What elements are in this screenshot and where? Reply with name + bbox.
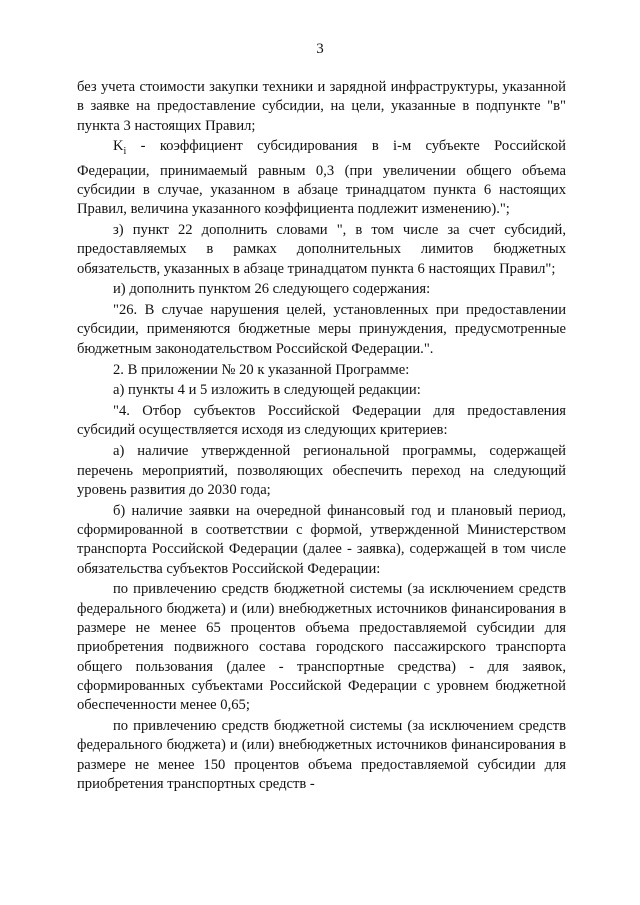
paragraph-2-text: - коэффициент субсидирования в i-м субъекте Российской Федерации, принимаемый равным 0,3 (при увеличении общего объема субсидии в случае, указанном в абзаце тринадцатом пункта 6 настоящих Правил, величина указанного коэффициента подлежит изменению)."; [77,138,566,218]
paragraph-8: "4. Отбор субъектов Российской Федерации для предоставления субсидий осуществляется исходя из следующих критериев: [77,403,566,439]
coefficient-subscript: i [123,146,127,158]
paragraph-4: и) дополнить пунктом 26 следующего содержания: [113,281,431,298]
paragraph-2-coefficient [77,137,566,219]
paragraph-11: по привлечению средств бюджетной системы (за исключением средств федерального бюджета) и (или) внебюджетных источников финансирования в размере не менее 65 процентов объема предоставляемой субсидии для приобретения подвижного состава городского пассажирского транспорта общего пользования (далее - транспортные средства) - для заявок, сформированных субъектами Российской Федерации с уровнем бюджетной обеспеченности менее 0,65; [77,581,566,714]
document-body [77,78,566,796]
paragraph-6: 2. В приложении № 20 к указанной Программе: [113,361,410,378]
paragraph-1: без учета стоимости закупки техники и зарядной инфраструктуры, указанной в заявке на предоставление субсидии, на цели, указанные в подпункте "в" пункта 3 настоящих Правил; [77,79,566,134]
paragraph-3: з) пункт 22 дополнить словами ", в том числе за счет субсидий, предоставляемых в рамках дополнительных лимитов бюджетных обязательств, указанных в абзаце тринадцатом пункта 6 настоящих Правил"; [77,221,566,277]
paragraph-10: б) наличие заявки на очередной финансовый год и плановый период, сформированной в соответствии с формой, утвержденной Министерством транспорта Российской Федерации (далее - заявка), содержащей в том числе обязательства субъектов Российской Федерации: [77,502,566,577]
page-number: 3 [316,41,324,57]
paragraph-9: а) наличие утвержденной региональной программы, содержащей перечень мероприятий, позволяющих обеспечить переход на следующий уровень развития до 2030 года; [77,443,566,498]
coefficient-symbol: K [113,138,124,155]
paragraph-12: по привлечению средств бюджетной системы (за исключением средств федерального бюджета) и (или) внебюджетных источников финансирования в размере не менее 150 процентов объема предоставляемой субсидии для приобретения транспортных средств - [77,717,566,792]
paragraph-7: а) пункты 4 и 5 изложить в следующей редакции: [113,382,421,399]
paragraph-5: "26. В случае нарушения целей, установленных при предоставлении субсидии, применяются бюджетные меры принуждения, предусмотренные бюджетным законодательством Российской Федерации.". [77,302,566,357]
